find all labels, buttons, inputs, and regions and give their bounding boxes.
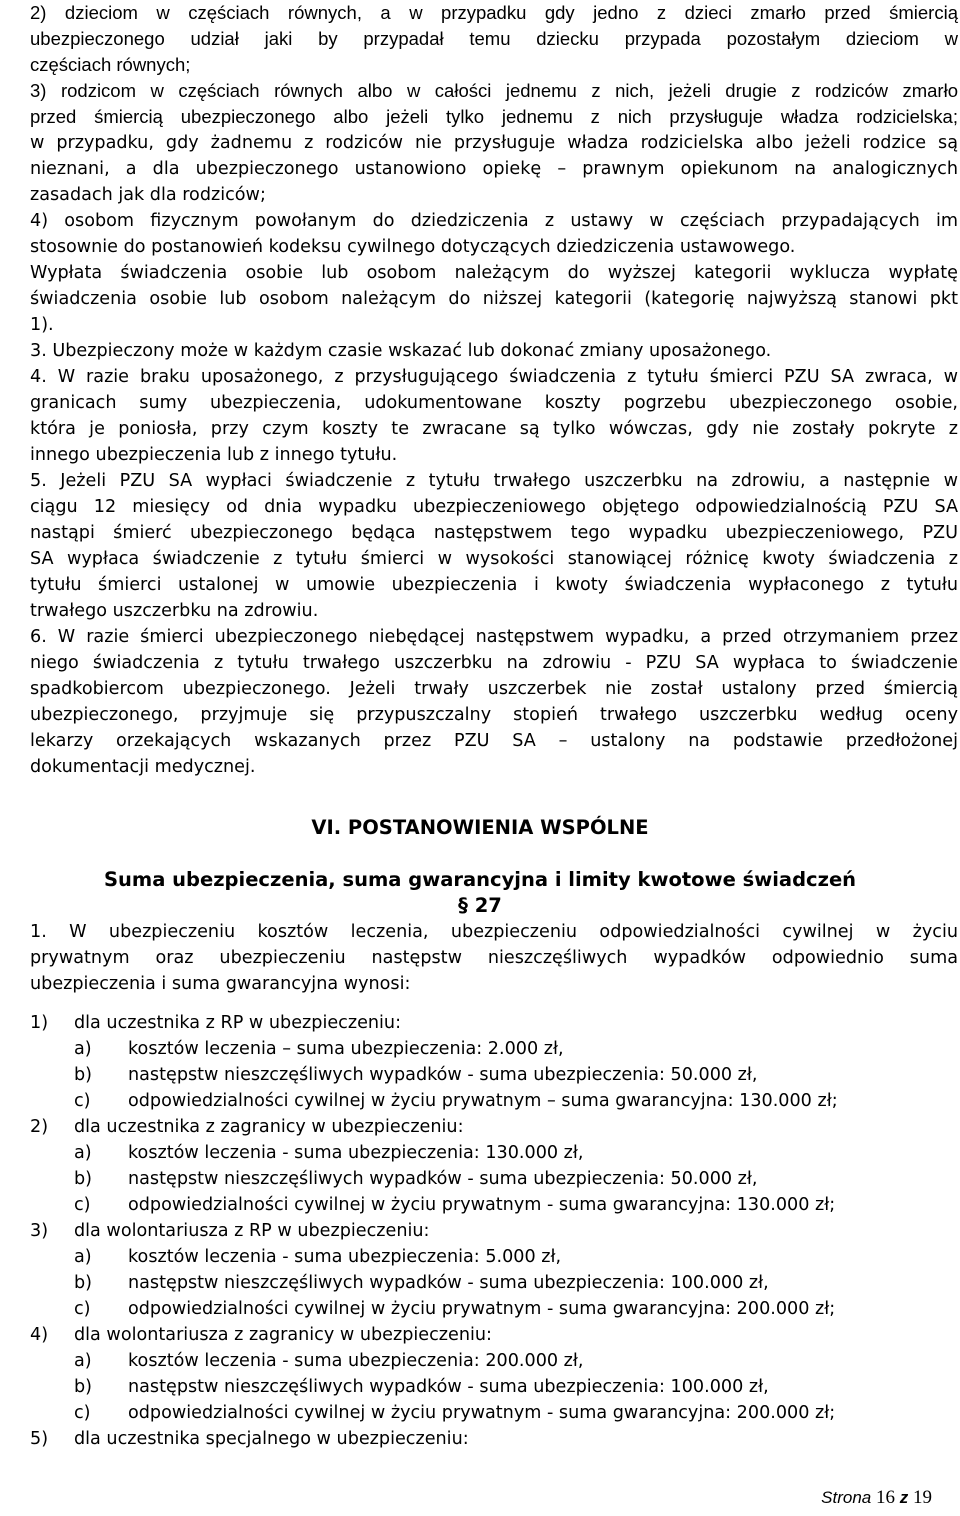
- list-item-letter: a): [74, 1247, 92, 1267]
- text-line: dokumentacji medycznej.: [30, 757, 256, 777]
- list-item-text: odpowiedzialności cywilnej w życiu prywatnym - suma gwarancyjna: 130.000 zł;: [128, 1195, 836, 1215]
- footer-page-word: Strona: [821, 1488, 872, 1507]
- section-title: VI. POSTANOWIENIA WSPÓLNE: [311, 816, 649, 839]
- text-line: Wypłata świadczenia osobie lub osobom należącym do wyższej kategorii wyklucza wypłatę: [30, 263, 958, 283]
- list-item-text: kosztów leczenia - suma ubezpieczenia: 200.000 zł,: [128, 1351, 584, 1371]
- text-line: 4. W razie braku uposażonego, z przysługującego świadczenia z tytułu śmierci PZU SA zwraca, w: [30, 367, 958, 387]
- text-line: tytułu śmierci ustalonej w umowie ubezpieczenia i kwoty świadczenia wypłaconego z tytułu: [30, 575, 958, 595]
- text-line: 3) rodzicom w częściach równych albo w całości jednemu z nich, jeżeli drugie z rodziców zmarło: [30, 80, 958, 101]
- text-line: 6. W razie śmierci ubezpieczonego niebędącej następstwem wypadku, a przed otrzymaniem przez: [30, 627, 958, 647]
- list-item-text: odpowiedzialności cywilnej w życiu prywatnym - suma gwarancyjna: 200.000 zł;: [128, 1299, 836, 1319]
- list-item-text: następstw nieszczęśliwych wypadków - suma ubezpieczenia: 50.000 zł,: [128, 1065, 758, 1085]
- list-item-text: kosztów leczenia – suma ubezpieczenia: 2.000 zł,: [128, 1039, 564, 1059]
- text-line: innego ubezpieczenia lub z innego tytułu.: [30, 445, 398, 465]
- text-line: ubezpieczonego udział jaki by przypadał temu dziecku przypada pozostałym dzieciom w: [30, 28, 958, 49]
- text-line: świadczenia osobie lub osobom należącym do niższej kategorii (kategorię najwyższą stanowi pkt: [30, 289, 958, 309]
- text-line: granicach sumy ubezpieczenia, udokumentowane koszty pogrzebu ubezpieczonego osobie,: [30, 393, 958, 413]
- text-line: prywatnym oraz ubezpieczeniu następstw nieszczęśliwych wypadków odpowiednio suma: [30, 948, 958, 968]
- list-group-number: 4): [30, 1325, 49, 1345]
- text-line: ciągu 12 miesięcy od dnia wypadku ubezpieczeniowego objętego odpowiedzialnością PZU SA: [30, 497, 958, 517]
- text-line: 2) dzieciom w częściach równych, a w przypadku gdy jedno z dzieci zmarło przed śmiercią: [30, 2, 958, 23]
- list-item-letter: b): [74, 1065, 93, 1085]
- list-group-number: 5): [30, 1429, 49, 1449]
- list-item-letter: b): [74, 1377, 93, 1397]
- text-line: zasadach jak dla rodziców;: [30, 185, 266, 205]
- list-item-text: kosztów leczenia - suma ubezpieczenia: 130.000 zł,: [128, 1143, 584, 1163]
- list-item-letter: b): [74, 1273, 93, 1293]
- list-group-number: 1): [30, 1013, 49, 1033]
- text-line: w przypadku, gdy żadnemu z rodziców nie przysługuje władza rodzicielska albo jeżeli rodzice są: [30, 133, 958, 153]
- text-line: nastąpi śmierć ubezpieczonego będąca następstwem tego wypadku ubezpieczeniowego, PZU: [30, 523, 958, 543]
- list-item-letter: a): [74, 1143, 92, 1163]
- list-group-label: dla uczestnika specjalnego w ubezpieczeniu:: [74, 1429, 469, 1449]
- list-group-label: dla uczestnika z zagranicy w ubezpieczeniu:: [74, 1117, 464, 1137]
- list-item-text: odpowiedzialności cywilnej w życiu prywatnym - suma gwarancyjna: 200.000 zł;: [128, 1403, 836, 1423]
- list-item-letter: c): [74, 1195, 91, 1215]
- paragraph-mark: § 27: [458, 894, 502, 917]
- list-item-letter: c): [74, 1403, 91, 1423]
- paragraph-6: [30, 624, 958, 780]
- text-line: niego świadczenia z tytułu trwałego uszczerbku na zdrowiu - PZU SA wypłaca to świadczenie: [30, 653, 958, 673]
- list-item-text: następstw nieszczęśliwych wypadków - suma ubezpieczenia: 100.000 zł,: [128, 1377, 769, 1397]
- list-item-text: następstw nieszczęśliwych wypadków - suma ubezpieczenia: 100.000 zł,: [128, 1273, 769, 1293]
- list-item-letter: b): [74, 1169, 93, 1189]
- footer-page-number: 16: [876, 1487, 895, 1508]
- list-group-number: 2): [30, 1117, 49, 1137]
- text-line: stosownie do postanowień kodeksu cywilnego dotyczących dziedziczenia ustawowego.: [30, 237, 796, 257]
- text-line: częściach równych;: [30, 54, 191, 75]
- list-item-letter: a): [74, 1351, 92, 1371]
- list-group-number: 3): [30, 1221, 49, 1241]
- list-group-label: dla uczestnika z RP w ubezpieczeniu:: [74, 1013, 402, 1033]
- text-line: lekarzy orzekających wskazanych przez PZU SA – ustalony na podstawie przedłożonej: [30, 731, 958, 751]
- paragraph-5: [30, 468, 958, 624]
- text-line: 3. Ubezpieczony może w każdym czasie wskazać lub dokonać zmiany uposażonego.: [30, 341, 772, 361]
- text-line: 4) osobom fizycznym powołanym do dziedziczenia z ustawy w częściach przypadających im: [30, 211, 958, 231]
- text-line: nieznani, a dla ubezpieczonego ustanowiono opiekę – prawnym opiekunom na analogicznych: [30, 159, 958, 179]
- text-line: 1. W ubezpieczeniu kosztów leczenia, ubezpieczeniu odpowiedzialności cywilnej w życiu: [30, 922, 958, 942]
- text-line: 5. Jeżeli PZU SA wypłaci świadczenie z tytułu trwałego uszczerbku na zdrowiu, a następnie w: [30, 471, 958, 491]
- page-footer: [821, 1487, 932, 1509]
- text-line: spadkobiercom ubezpieczonego. Jeżeli trwały uszczerbek nie został ustalony przed śmiercią: [30, 679, 958, 699]
- text-line: która je poniosła, przy czym koszty te zwracane są tylko wówczas, gdy nie zostały pokryte z: [30, 419, 958, 439]
- footer-separator: z: [899, 1488, 909, 1507]
- footer-page-total: 19: [913, 1487, 932, 1508]
- text-line: przed śmiercią ubezpieczonego albo jeżeli tylko jednemu z nich przysługuje władza rodzicielska;: [30, 106, 958, 127]
- subsection-title: Suma ubezpieczenia, suma gwarancyjna i limity kwotowe świadczeń: [103, 868, 857, 891]
- list-item-letter: a): [74, 1039, 92, 1059]
- list-group-label: dla wolontariusza z zagranicy w ubezpieczeniu:: [74, 1325, 492, 1345]
- paragraph-27-1: [30, 919, 958, 997]
- list-item-letter: c): [74, 1299, 91, 1319]
- paragraph-4: [30, 364, 958, 468]
- paragraph-3: [30, 338, 958, 364]
- list-item-text: kosztów leczenia - suma ubezpieczenia: 5.000 zł,: [128, 1247, 562, 1267]
- text-line: SA wypłaca świadczenie z tytułu śmierci w wysokości stanowiącej różnicę kwoty świadczenia z: [30, 549, 958, 569]
- intro-paragraph: [30, 0, 958, 338]
- list-item-text: następstw nieszczęśliwych wypadków - suma ubezpieczenia: 50.000 zł,: [128, 1169, 758, 1189]
- text-line: ubezpieczenia i suma gwarancyjna wynosi:: [30, 974, 411, 994]
- text-line: ubezpieczonego, przyjmuje się przypuszczalny stopień trwałego uszczerbku według oceny: [30, 705, 958, 725]
- text-line: trwałego uszczerbku na zdrowiu.: [30, 601, 319, 621]
- list-item-letter: c): [74, 1091, 91, 1111]
- list-item-text: odpowiedzialności cywilnej w życiu prywatnym – suma gwarancyjna: 130.000 zł;: [128, 1091, 838, 1111]
- text-line: 1).: [30, 315, 54, 335]
- list-group-label: dla wolontariusza z RP w ubezpieczeniu:: [74, 1221, 430, 1241]
